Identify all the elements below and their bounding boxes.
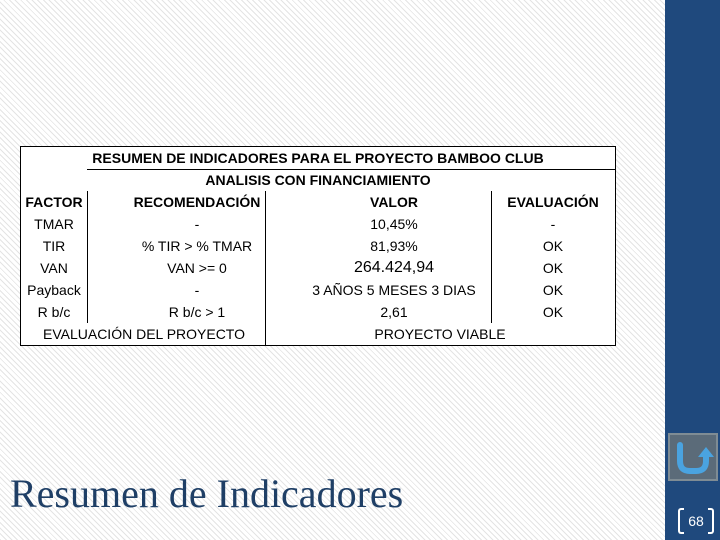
eval-cell: OK xyxy=(542,260,564,276)
page-number: 68 xyxy=(688,513,704,529)
footer-value: PROYECTO VIABLE xyxy=(374,326,506,342)
table-footer-row xyxy=(21,323,615,345)
u-turn-arrow-icon[interactable] xyxy=(668,433,718,481)
col-factor: FACTOR xyxy=(25,194,83,210)
col-evaluacion: EVALUACIÓN xyxy=(507,194,599,210)
factor-cell: Payback xyxy=(27,282,81,298)
rec-cell: VAN >= 0 xyxy=(167,260,227,276)
footer-label: EVALUACIÓN DEL PROYECTO xyxy=(42,326,245,342)
factor-cell: R b/c xyxy=(37,304,71,320)
valor-cell: 264.424,94 xyxy=(353,259,435,276)
eval-cell: - xyxy=(550,216,556,232)
col-recomendacion: RECOMENDACIÓN xyxy=(133,194,261,210)
table-row xyxy=(21,257,615,279)
valor-cell: 10,45% xyxy=(370,216,418,232)
table-subheader-row xyxy=(21,169,615,191)
rec-cell: R b/c > 1 xyxy=(168,304,226,320)
grid-line xyxy=(87,191,88,323)
slide-title: Resumen de Indicadores xyxy=(10,471,404,516)
indicators-table xyxy=(20,146,616,346)
eval-cell: OK xyxy=(542,304,564,320)
table-subtitle: ANALISIS CON FINANCIAMIENTO xyxy=(205,172,431,188)
grid-line xyxy=(265,191,266,345)
eval-cell: OK xyxy=(542,238,564,254)
table-row xyxy=(21,279,615,301)
col-valor: VALOR xyxy=(370,194,418,210)
rec-cell: % TIR > % TMAR xyxy=(141,238,253,254)
eval-cell: OK xyxy=(542,282,564,298)
table-row xyxy=(21,213,615,235)
factor-cell: TIR xyxy=(42,238,66,254)
rec-cell: - xyxy=(194,216,200,232)
column-header-row xyxy=(21,191,615,213)
table-title: RESUMEN DE INDICADORES PARA EL PROYECTO BAMBOO CLUB xyxy=(92,150,544,166)
valor-cell: 81,93% xyxy=(370,238,418,254)
factor-cell: VAN xyxy=(40,260,68,276)
rec-cell: - xyxy=(194,282,200,298)
table-row xyxy=(21,235,615,257)
table-row xyxy=(21,301,615,323)
grid-line xyxy=(491,191,492,323)
table-header-row xyxy=(21,147,615,169)
factor-cell: TMAR xyxy=(34,216,74,232)
valor-cell: 2,61 xyxy=(380,304,408,320)
valor-cell: 3 AÑOS 5 MESES 3 DIAS xyxy=(312,282,476,298)
